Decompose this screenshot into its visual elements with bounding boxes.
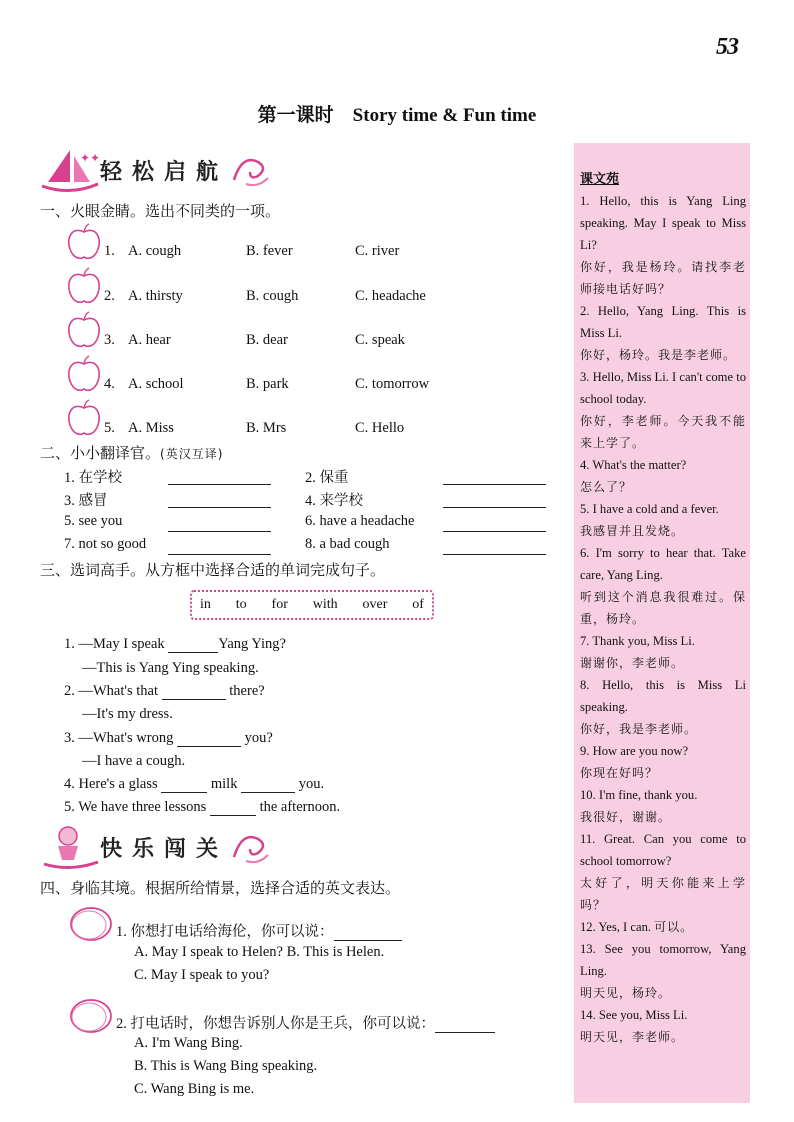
answer-line[interactable]	[168, 554, 271, 555]
sentence: —It's my dress.	[82, 706, 173, 722]
item-number: 4.	[104, 376, 115, 392]
sidebar-en: 8. Hello, this is Miss Li speaking.	[580, 678, 746, 714]
word-bank	[190, 590, 434, 620]
question-text: 2. 打电话时，你想告诉别人你是王兵，你可以说：	[116, 1016, 435, 1032]
item-number: 2.	[104, 288, 115, 304]
sidebar-heading: 课文苑	[580, 171, 620, 186]
apple-answer-box-icon[interactable]	[64, 398, 104, 438]
answer-line[interactable]	[443, 507, 546, 508]
sidebar-en	[580, 916, 746, 938]
option-a: A. school	[128, 376, 184, 392]
word-bank-item: in	[200, 597, 211, 612]
section2-heading	[40, 442, 223, 463]
option-c: C. Hello	[355, 420, 405, 436]
sidebar-zh: 明天见，李老师。	[580, 1030, 685, 1044]
apple-answer-box-icon[interactable]	[64, 266, 104, 306]
section2-title: 二、小小翻译官。	[40, 444, 161, 462]
translate-item: 1. 在学校	[64, 470, 122, 486]
answer-blank[interactable]	[177, 746, 241, 747]
svg-text:✦✦: ✦✦	[80, 151, 100, 165]
sidebar-en: 1. Hello, this is Yang Ling speaking. May I speak to Miss Li?	[580, 194, 746, 252]
question	[116, 920, 402, 941]
question-text: 1. 你想打电话给海伦，你可以说：	[116, 924, 334, 940]
sidebar-zh: 怎么了？	[580, 480, 633, 494]
sentence-text: 1. —May I speak	[64, 636, 165, 652]
sentence-text: milk	[210, 776, 238, 792]
word-bank-item: for	[271, 597, 288, 612]
option-c: C. tomorrow	[355, 376, 430, 392]
sentence: —I have a cough.	[82, 753, 186, 769]
answer-line[interactable]	[443, 484, 546, 485]
answer-line[interactable]	[443, 531, 546, 532]
option-a: A. Miss	[128, 420, 174, 436]
sidebar-en: 7. Thank you, Miss Li.	[580, 634, 695, 648]
answer-blank[interactable]	[334, 940, 402, 941]
sidebar-zh: 听到这个消息我很难过。保重，杨玲。	[580, 590, 746, 626]
option-c: C. speak	[355, 332, 405, 348]
sentence: —This is Yang Ying speaking.	[82, 660, 259, 676]
sidebar-en: 14. See you, Miss Li.	[580, 1008, 688, 1022]
sentence-text: 4. Here's a glass	[64, 776, 158, 792]
sidebar-zh: 明天见，杨玲。	[580, 986, 672, 1000]
sidebar-en: 4. What's the matter?	[580, 458, 687, 472]
sidebar-zh: 你好，杨玲。我是李老师。	[580, 348, 737, 362]
sidebar-en: 3. Hello, Miss Li. I can't come to school today.	[580, 370, 746, 406]
sentence	[64, 636, 286, 653]
apple-answer-box-icon[interactable]	[64, 222, 104, 262]
item-number: 5.	[104, 420, 115, 436]
option-b: B. cough	[246, 288, 299, 304]
option-c: C. river	[355, 243, 400, 259]
sentence-text: 2. —What's that	[64, 683, 159, 699]
sidebar-en: 13. See you tomorrow, Yang Ling.	[580, 942, 746, 978]
answer-blank[interactable]	[210, 815, 256, 816]
sentence	[64, 799, 340, 816]
sentence-text: 3. —What's wrong	[64, 730, 174, 746]
sidebar-en: 10. I'm fine, thank you.	[580, 788, 698, 802]
section1-heading: 一、火眼金睛。选出不同类的一项。	[40, 202, 281, 220]
translate-item: 5. see you	[64, 513, 123, 529]
answer-blank[interactable]	[241, 792, 295, 793]
options: C. May I speak to you?	[134, 967, 270, 983]
answer-oval-icon[interactable]	[68, 996, 114, 1036]
sidebar-zh: 可以。	[654, 920, 694, 934]
translate-item: 6. have a headache	[305, 513, 415, 529]
word-bank-item: over	[362, 597, 388, 612]
word-bank-item: of	[412, 597, 424, 612]
sentence-text: you?	[244, 730, 273, 746]
answer-line[interactable]	[443, 554, 546, 555]
sidebar-zh: 我感冒并且发烧。	[580, 524, 685, 538]
sidebar-zh: 太好了，明天你能来上学吗？	[580, 876, 746, 912]
sailboat-icon	[40, 146, 100, 194]
sentence	[64, 683, 265, 700]
sentence	[64, 730, 273, 747]
banner-challenge-label: 快乐闯关	[100, 835, 229, 861]
sidebar-en: 9. How are you now?	[580, 744, 689, 758]
sentence-text: 5. We have three lessons	[64, 799, 207, 815]
sentence-text: Yang Ying?	[218, 636, 286, 652]
translate-item: 3. 感冒	[64, 493, 108, 509]
sidebar-zh: 你好，李老师。今天我不能来上学了。	[580, 414, 746, 450]
sidebar-en-text: 12. Yes, I can.	[580, 920, 652, 934]
option-b: B. fever	[246, 243, 293, 259]
section2-note: (英汉互译)	[160, 447, 224, 461]
sentence-text: the afternoon.	[259, 799, 341, 815]
sidebar-text	[580, 168, 746, 1048]
options: A. May I speak to Helen? B. This is Helen.	[134, 944, 385, 960]
options: A. I'm Wang Bing.	[134, 1035, 243, 1051]
sidebar-en: 5. I have a cold and a fever.	[580, 502, 719, 516]
banner-challenge	[40, 824, 300, 870]
sidebar-en: 11. Great. Can you come to school tomorrow?	[580, 832, 746, 868]
option-a: A. cough	[128, 243, 182, 259]
word-bank-item: to	[235, 597, 247, 612]
sidebar-zh: 我很好，谢谢。	[580, 810, 672, 824]
sidebar-en: 6. I'm sorry to hear that. Take care, Yang Ling.	[580, 546, 746, 582]
option-c: C. headache	[355, 288, 426, 304]
section3-heading: 三、选词高手。从方框中选择合适的单词完成句子。	[40, 561, 386, 579]
option-a: A. hear	[128, 332, 171, 348]
answer-oval-icon[interactable]	[68, 904, 114, 944]
translate-item: 4. 来学校	[305, 493, 363, 509]
sentence-text: you.	[298, 776, 325, 792]
answer-line[interactable]	[168, 507, 271, 508]
sentence-text: there?	[229, 683, 265, 699]
options: B. This is Wang Bing speaking.	[134, 1058, 318, 1074]
apple-answer-box-icon[interactable]	[64, 310, 104, 350]
translate-item: 2. 保重	[305, 470, 349, 486]
apple-answer-box-icon[interactable]	[64, 354, 104, 394]
option-b: B. park	[246, 376, 289, 392]
sidebar-zh: 谢谢你，李老师。	[580, 656, 685, 670]
answer-line[interactable]	[168, 531, 271, 532]
word-bank-item: with	[312, 597, 338, 612]
lesson-title: 第一课时 Story time & Fun time	[257, 105, 537, 126]
section4-heading: 四、身临其境。根据所给情景，选择合适的英文表达。	[40, 879, 401, 897]
translate-item: 7. not so good	[64, 536, 147, 552]
page-number: 53	[716, 34, 738, 60]
cartoon-kid-icon	[40, 824, 100, 870]
translate-item: 8. a bad cough	[305, 536, 390, 552]
option-b: B. Mrs	[246, 420, 287, 436]
swirl-icon	[228, 150, 272, 190]
option-b: B. dear	[246, 332, 288, 348]
answer-blank[interactable]	[168, 652, 218, 653]
sidebar-en: 2. Hello, Yang Ling. This is Miss Li.	[580, 304, 746, 340]
answer-line[interactable]	[168, 484, 271, 485]
sidebar-zh: 你现在好吗？	[580, 766, 659, 780]
sidebar-zh: 你好，我是杨玲。请找李老师接电话好吗？	[580, 260, 746, 296]
banner-warmup-label: 轻松启航	[100, 158, 229, 184]
question	[116, 1012, 495, 1033]
option-a: A. thirsty	[128, 288, 183, 304]
answer-blank[interactable]	[435, 1032, 495, 1033]
banner-warmup	[40, 146, 300, 194]
sentence	[64, 776, 324, 793]
item-number: 1.	[104, 243, 115, 259]
answer-blank[interactable]	[162, 699, 226, 700]
answer-blank[interactable]	[161, 792, 207, 793]
item-number: 3.	[104, 332, 115, 348]
swirl-icon	[228, 827, 272, 867]
options: C. Wang Bing is me.	[134, 1081, 255, 1097]
sidebar-zh: 你好，我是李老师。	[580, 722, 698, 736]
